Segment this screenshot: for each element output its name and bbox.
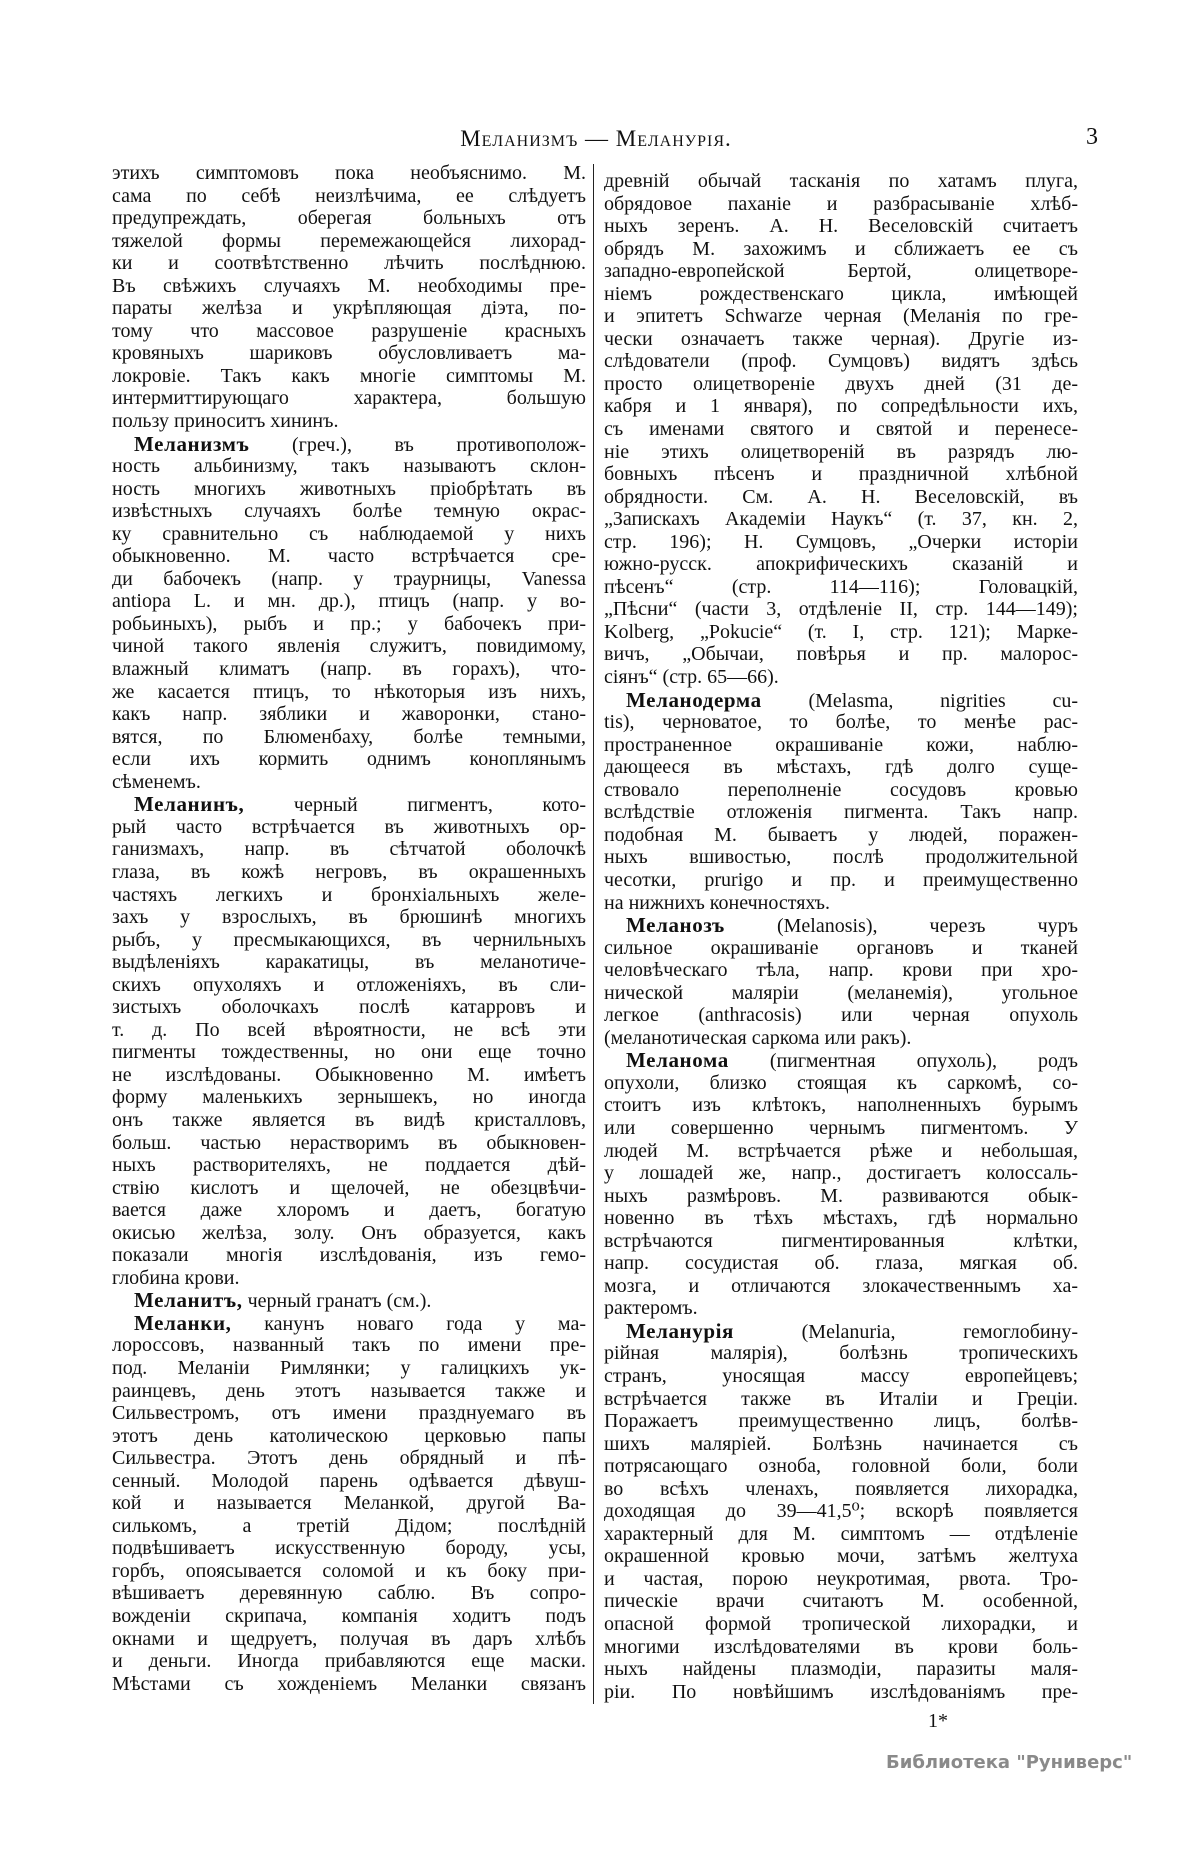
- line-text: ныхъ вшивостью, послѣ продолжительной: [604, 846, 1078, 869]
- line-text: сенный. Молодой парень одѣвается дѣвуш-: [112, 1469, 586, 1492]
- entry-headword: Меланодерма: [626, 687, 762, 712]
- text-line: [112, 681, 586, 704]
- line-text: стр. 196); Н. Сумцовъ, „Очерки исторіи: [604, 530, 1078, 553]
- line-text: ніемъ рождественскаго цикла, имѣющей: [604, 282, 1078, 305]
- line-text: пространенное окрашиваніе кожи, наблю-: [604, 733, 1078, 756]
- text-line: [604, 1658, 1078, 1681]
- text-line: [112, 500, 586, 523]
- text-line: [604, 441, 1078, 464]
- text-line: [604, 1478, 1078, 1501]
- line-text: обрядности. См. А. Н. Веселовскій, въ: [604, 485, 1078, 508]
- entry-headword: Меланизмъ: [134, 431, 250, 456]
- text-line: [604, 1027, 1078, 1050]
- line-text: Kolberg, „Pokucie“ (т. I, стр. 121); Марке-: [604, 620, 1078, 643]
- line-text: и деньги. Иногда прибавляются еще маски.: [112, 1650, 586, 1673]
- entry-4: [112, 1312, 586, 1695]
- line-text: на нижнихъ конечностяхъ.: [604, 891, 830, 914]
- text-line: [112, 1334, 586, 1357]
- line-text: робьиныхъ), рыбъ и пр.; у бабочекъ при-: [112, 612, 586, 635]
- text-line: [112, 1650, 586, 1673]
- text-line: [112, 1132, 586, 1155]
- line-text: глобина крови.: [112, 1266, 240, 1289]
- line-text: больш. частью нерастворимъ въ обыкновен-: [112, 1131, 586, 1154]
- running-title: Меланизмъ — Меланурія.: [460, 126, 732, 151]
- text-line: [112, 974, 586, 997]
- line-text: ди бабочекъ (напр. у траурницы, Vanessa: [112, 567, 586, 590]
- line-text: ствію кислотъ и щелочей, не обезцвѣчи-: [112, 1176, 586, 1199]
- continuation-paragraph: [604, 170, 1078, 689]
- line-text: влажный климатъ (напр. въ горахъ), что-: [112, 658, 586, 681]
- text-line: [112, 1199, 586, 1222]
- text-line: [112, 1041, 586, 1064]
- line-text: или совершенно чернымъ пигментомъ. У: [604, 1116, 1078, 1139]
- line-text: обыкновенно. М. часто встрѣчается сре-: [112, 545, 586, 568]
- text-line: [604, 463, 1078, 486]
- text-line: [604, 1636, 1078, 1659]
- line-text: ныхъ размѣровъ. М. развиваются обык-: [604, 1184, 1078, 1207]
- text-line: [112, 929, 586, 952]
- line-text: сіянъ“ (стр. 65—66).: [604, 666, 779, 689]
- line-text: вается даже хлоромъ и даетъ, богатую: [112, 1199, 586, 1222]
- line-text: параты желѣза и укрѣпляющая діэта, по-: [112, 297, 586, 320]
- text-line: [112, 703, 586, 726]
- text-line: [604, 508, 1078, 531]
- entry-4: [604, 1320, 1078, 1703]
- line-text: „Запискахъ Академіи Наукъ“ (т. 37, кн. 2,: [604, 508, 1078, 531]
- text-line: [604, 959, 1078, 982]
- line-text: рактеромъ.: [604, 1297, 698, 1320]
- line-text: ныхъ зеренъ. А. Н. Веселовскій считаетъ: [604, 215, 1078, 238]
- text-line: [604, 1410, 1078, 1433]
- line-text: канунъ новаго года у ма-: [231, 1312, 586, 1335]
- line-text: рыбъ, у пресмыкающихся, въ чернильныхъ: [112, 928, 586, 951]
- line-text: ность альбинизму, такъ называютъ склон-: [112, 455, 586, 478]
- text-line: [604, 1681, 1078, 1704]
- line-text: Сильвестромъ, отъ имени празднуемаго въ: [112, 1402, 586, 1425]
- text-line: [604, 260, 1078, 283]
- line-text: „Пѣсни“ (части 3, отдѣленіе II, стр. 144—149);: [604, 598, 1078, 621]
- line-text: пическіе врачи считаютъ М. особенной,: [604, 1590, 1078, 1613]
- text-line: [112, 1109, 586, 1132]
- text-line: [604, 395, 1078, 418]
- line-text: древній обычай тасканія по хатамъ плуга,: [604, 170, 1078, 192]
- text-line: [112, 1425, 586, 1448]
- entry-headword: Меланинъ,: [134, 792, 245, 817]
- text-line: [604, 937, 1078, 960]
- text-line: [112, 433, 586, 456]
- line-text: раинцевъ, день этотъ называется также и: [112, 1379, 586, 1402]
- text-line: [604, 486, 1078, 509]
- text-line: [604, 779, 1078, 802]
- text-line: [604, 1185, 1078, 1208]
- text-line: [604, 643, 1078, 666]
- line-text: ганизмахъ, напр. въ сѣтчатой оболочкѣ: [112, 838, 586, 861]
- text-line: [604, 1455, 1078, 1478]
- text-line: [112, 568, 586, 591]
- entry-2: [112, 793, 586, 1289]
- text-line: [604, 982, 1078, 1005]
- text-line: [112, 838, 586, 861]
- text-line: [112, 275, 586, 298]
- text-line: [604, 1320, 1078, 1343]
- text-line: [604, 193, 1078, 216]
- text-line: [604, 1049, 1078, 1072]
- text-line: [604, 892, 1078, 915]
- text-line: [604, 1545, 1078, 1568]
- line-text: не изслѣдованы. Обыкновенно М. имѣетъ: [112, 1063, 586, 1086]
- text-line: [112, 613, 586, 636]
- text-line: [604, 711, 1078, 734]
- line-text: черный пигментъ, кото-: [244, 794, 586, 817]
- line-text: чесотки, prurigo и пр. и преимущественно: [604, 868, 1078, 891]
- text-line: [112, 1019, 586, 1042]
- text-line: [112, 951, 586, 974]
- text-line: [604, 1568, 1078, 1591]
- text-line: [112, 1628, 586, 1651]
- text-line: [112, 771, 586, 794]
- text-line: [604, 1613, 1078, 1636]
- text-line: [604, 1388, 1078, 1411]
- page-number: 3: [1086, 124, 1098, 150]
- text-line: [604, 328, 1078, 351]
- text-line: [604, 1117, 1078, 1140]
- text-line: [604, 1275, 1078, 1298]
- entry-headword: Меланома: [626, 1048, 729, 1073]
- text-line: [604, 846, 1078, 869]
- text-line: [604, 1433, 1078, 1456]
- text-line: [604, 1162, 1078, 1185]
- line-text: Сильвестра. Этотъ день обрядный и пѣ-: [112, 1447, 586, 1470]
- text-line: [112, 1289, 586, 1312]
- line-text: окисью желѣза, золу. Онъ образуется, какъ: [112, 1221, 586, 1244]
- text-line: [604, 1004, 1078, 1027]
- line-text: сама по себѣ неизлѣчима, ее слѣдуетъ: [112, 184, 586, 207]
- line-text: пользу приноситъ хининъ.: [112, 410, 339, 433]
- line-text: tis), черноватое, то болѣе, то менѣе рас-: [604, 711, 1078, 734]
- line-text: Мѣстами съ хожденіемъ Меланки связанъ: [112, 1672, 586, 1695]
- line-text: (Melanuria, гемоглобину-: [734, 1320, 1078, 1343]
- line-text: вичъ, „Обычаи, повѣрья и пр. малорос-: [604, 643, 1078, 666]
- text-line: [112, 1515, 586, 1538]
- text-line: [604, 418, 1078, 441]
- line-text: же касается птицъ, то нѣкоторыя изъ нихъ,: [112, 680, 586, 703]
- line-text: мозга, и отличаются злокачественнымъ ха-: [604, 1274, 1078, 1297]
- text-line: [604, 1342, 1078, 1365]
- text-line: [112, 1560, 586, 1583]
- line-text: опухоли, близко стоящая къ саркомѣ, со-: [604, 1071, 1078, 1094]
- line-text: людей М. встрѣчается рѣже и небольшая,: [604, 1139, 1078, 1162]
- line-text: (Melasma, nigrities cu-: [761, 689, 1078, 712]
- entry-headword: Меланки,: [134, 1310, 232, 1335]
- line-text: кровяныхъ шариковъ обусловливаетъ ма-: [112, 342, 586, 365]
- text-line: [112, 1154, 586, 1177]
- line-text: шихъ маляріей. Болѣзнь начинается съ: [604, 1432, 1078, 1455]
- entry-headword: Меланозъ: [626, 913, 725, 938]
- line-text: нической маляріи (меланемія), угольное: [604, 981, 1078, 1004]
- text-line: [112, 658, 586, 681]
- text-line: [112, 410, 586, 433]
- line-text: выдѣленіяхъ каракатицы, въ меланотиче-: [112, 951, 586, 974]
- line-text: этихъ симптомовъ пока необъяснимо. М.: [112, 162, 586, 184]
- text-line: [112, 478, 586, 501]
- text-line: [112, 1064, 586, 1087]
- entry-1: [604, 689, 1078, 914]
- line-text: у лошадей же, напр., достигаетъ колоссаль-: [604, 1162, 1078, 1185]
- line-text: легкое (anthracosis) или черная опухоль: [604, 1004, 1078, 1027]
- line-text: ки и соотвѣтственно лѣчить послѣднюю.: [112, 252, 586, 275]
- line-text: напр. сосудистая об. глаза, мягкая об.: [604, 1252, 1078, 1275]
- line-text: интермиттирующаго характера, большую: [112, 387, 586, 410]
- text-line: [604, 756, 1078, 779]
- line-text: встрѣчается также въ Италіи и Греціи.: [604, 1387, 1078, 1410]
- line-text: сильное окрашиваніе органовъ и тканей: [604, 936, 1078, 959]
- text-line: [604, 1500, 1078, 1523]
- line-text: (пигментная опухоль), родъ: [728, 1050, 1078, 1073]
- entry-3: [112, 1289, 586, 1312]
- text-line: [604, 598, 1078, 621]
- text-line: [604, 1297, 1078, 1320]
- text-line: [112, 1267, 586, 1290]
- text-line: [112, 387, 586, 410]
- line-text: доходящая до 39—41,5⁰; вскорѣ появляется: [604, 1500, 1078, 1523]
- text-line: [112, 342, 586, 365]
- text-line: [112, 1582, 586, 1605]
- text-line: [112, 252, 586, 275]
- line-text: (меланотическая саркома или ракъ).: [604, 1026, 912, 1049]
- line-text: если ихъ кормить однимъ коноплянымъ: [112, 748, 586, 771]
- line-text: пѣсенъ“ (стр. 114—116); Головацкій,: [604, 575, 1078, 598]
- line-text: частяхъ легкихъ и бронхіальныхъ желе-: [112, 883, 586, 906]
- text-line: [604, 869, 1078, 892]
- text-line: [604, 1590, 1078, 1613]
- line-text: кабря и 1 января), по сопредѣльности ихъ,: [604, 395, 1078, 418]
- left-column: [112, 162, 586, 1695]
- text-line: [112, 726, 586, 749]
- text-line: [112, 635, 586, 658]
- text-line: [112, 1673, 586, 1696]
- line-text: подобная М. бываетъ у людей, поражен-: [604, 823, 1078, 846]
- text-line: [112, 816, 586, 839]
- line-text: человѣческаго тѣла, напр. крови при хро-: [604, 959, 1078, 982]
- text-line: [604, 1207, 1078, 1230]
- text-line: [112, 884, 586, 907]
- continuation-paragraph: [112, 162, 586, 433]
- text-line: [112, 1312, 586, 1335]
- line-text: рійная малярія), болѣзнь тропическихъ: [604, 1342, 1078, 1365]
- line-text: потрясающаго озноба, головной боли, боли: [604, 1455, 1078, 1478]
- text-line: [112, 1492, 586, 1515]
- text-line: [604, 531, 1078, 554]
- text-line: [604, 801, 1078, 824]
- line-text: форму маленькихъ зернышекъ, но иногда: [112, 1086, 586, 1109]
- line-text: глаза, въ кожѣ негровъ, въ окрашенныхъ: [112, 860, 586, 883]
- text-line: [112, 1605, 586, 1628]
- text-line: [112, 162, 586, 185]
- text-line: [112, 861, 586, 884]
- line-text: лороссовъ, названный такъ по имени пре-: [112, 1334, 586, 1357]
- text-line: [604, 914, 1078, 937]
- text-line: [604, 1523, 1078, 1546]
- line-text: вслѣдствіе отложенія пигмента. Такъ напр.: [604, 801, 1078, 824]
- line-text: чески означаетъ также черная). Другіе из-: [604, 327, 1078, 350]
- text-line: [112, 230, 586, 253]
- line-text: просто олицетвореніе двухъ дней (31 де-: [604, 372, 1078, 395]
- line-text: вѣшиваетъ деревянную саблю. Въ сопро-: [112, 1582, 586, 1605]
- line-text: ніе этихъ олицетвореній въ разрядъ лю-: [604, 440, 1078, 463]
- entry-headword: Меланурія: [626, 1318, 735, 1343]
- text-line: [604, 689, 1078, 712]
- line-text: (греч.), въ противополож-: [249, 433, 586, 456]
- line-text: онъ также является въ видѣ кристалловъ,: [112, 1108, 586, 1131]
- line-text: дающееся въ мѣстахъ, гдѣ долго суще-: [604, 756, 1078, 779]
- line-text: (Melanosis), черезъ чуръ: [724, 915, 1078, 938]
- line-text: подвѣшиваетъ искусственную бороду, усы,: [112, 1537, 586, 1560]
- line-text: западно-европейской Бертой, олицетворе-: [604, 260, 1078, 283]
- line-text: встрѣчаются пигментированныя клѣтки,: [604, 1229, 1078, 1252]
- text-line: [112, 793, 586, 816]
- text-line: [604, 1094, 1078, 1117]
- line-text: странъ, уносящая массу европейцевъ;: [604, 1364, 1078, 1387]
- text-line: [604, 350, 1078, 373]
- line-text: предупреждать, оберегая больныхъ отъ: [112, 207, 586, 230]
- text-line: [604, 666, 1078, 689]
- line-text: ныхъ найдены плазмодіи, паразиты маля-: [604, 1658, 1078, 1681]
- entry-1: [112, 433, 586, 794]
- line-text: новенно въ тѣхъ мѣстахъ, гдѣ нормально: [604, 1207, 1078, 1230]
- entry-3: [604, 1049, 1078, 1320]
- line-text: кой и называется Меланкой, другой Ва-: [112, 1492, 586, 1515]
- text-line: [112, 185, 586, 208]
- text-line: [604, 621, 1078, 644]
- line-text: захъ у взрослыхъ, въ брюшинѣ многихъ: [112, 906, 586, 929]
- line-text: ріи. По новѣйшимъ изслѣдованіямъ пре-: [604, 1680, 1078, 1703]
- text-line: [112, 545, 586, 568]
- text-line: [112, 906, 586, 929]
- line-text: бовныхъ пѣсенъ и праздничной хлѣбной: [604, 463, 1078, 486]
- entry-headword: Меланитъ,: [134, 1288, 243, 1313]
- text-line: [604, 734, 1078, 757]
- text-line: [604, 1252, 1078, 1275]
- text-line: [604, 238, 1078, 261]
- right-column: [604, 170, 1078, 1703]
- text-line: [112, 455, 586, 478]
- line-text: южно-русск. апокрифическихъ сказаній и: [604, 553, 1078, 576]
- library-watermark: Библиотека "Руниверс": [886, 1752, 1133, 1773]
- text-line: [604, 576, 1078, 599]
- line-text: и эпитетъ Schwarze черная (Меланія по гре-: [604, 305, 1078, 328]
- line-text: какъ напр. зяблики и жаворонки, стано-: [112, 703, 586, 726]
- line-text: вожденіи скрипача, компанія ходитъ подъ: [112, 1605, 586, 1627]
- line-text: Въ свѣжихъ случаяхъ М. необходимы пре-: [112, 274, 586, 297]
- line-text: ность многихъ животныхъ пріобрѣтать въ: [112, 477, 586, 500]
- line-text: обрядовое паханіе и разбрасываніе хлѣб-: [604, 192, 1078, 215]
- text-line: [112, 1380, 586, 1403]
- line-text: зистыхъ оболочкахъ послѣ катарровъ и: [112, 996, 586, 1019]
- text-line: [112, 1447, 586, 1470]
- line-text: пигменты тождественны, но они еще точно: [112, 1041, 586, 1064]
- text-line: [112, 748, 586, 771]
- line-text: многими изслѣдователями въ крови боль-: [604, 1635, 1078, 1658]
- line-text: опасной формой тропической лихорадки, и: [604, 1613, 1078, 1635]
- text-line: [604, 215, 1078, 238]
- line-text: antiopa L. и мн. др.), птицъ (напр. у во-: [112, 590, 586, 613]
- text-line: [604, 170, 1078, 193]
- text-line: [604, 283, 1078, 306]
- text-line: [112, 996, 586, 1019]
- entry-2: [604, 914, 1078, 1049]
- text-line: [604, 373, 1078, 396]
- line-text: рый часто встрѣчается въ животныхъ ор-: [112, 815, 586, 838]
- text-line: [604, 1072, 1078, 1095]
- line-text: ствовало переполненіе сосудовъ кровью: [604, 778, 1078, 801]
- line-text: Поражаетъ преимущественно лицъ, болѣв-: [604, 1410, 1078, 1433]
- line-text: т. д. По всей вѣроятности, не всѣ эти: [112, 1018, 586, 1041]
- text-line: [112, 297, 586, 320]
- text-line: [604, 824, 1078, 847]
- text-line: [112, 1244, 586, 1267]
- text-line: [112, 1537, 586, 1560]
- line-text: обрядъ М. захожимъ и сближаетъ ее съ: [604, 237, 1078, 260]
- text-line: [112, 523, 586, 546]
- line-text: черный гранатъ (см.).: [242, 1290, 432, 1313]
- text-line: [112, 1177, 586, 1200]
- line-text: горбъ, опоясывается соломой и къ боку при-: [112, 1559, 586, 1582]
- line-text: ку сравнительно съ наблюдаемой у нихъ: [112, 522, 586, 545]
- text-line: [112, 1357, 586, 1380]
- line-text: во всѣхъ членахъ, появляется лихорадка,: [604, 1477, 1078, 1500]
- line-text: показали многія изслѣдованія, изъ гемо-: [112, 1244, 586, 1267]
- text-line: [112, 1470, 586, 1493]
- line-text: и частая, порою неукротимая, рвота. Тро-: [604, 1567, 1078, 1590]
- line-text: этотъ день католическою церковью папы: [112, 1424, 586, 1447]
- line-text: тому что массовое разрушеніе красныхъ: [112, 319, 586, 342]
- line-text: окнами и щедруетъ, получая въ даръ хлѣбъ: [112, 1627, 586, 1650]
- text-line: [112, 320, 586, 343]
- line-text: стоитъ изъ клѣтокъ, наполненныхъ бурымъ: [604, 1094, 1078, 1117]
- line-text: силькомъ, а третій Дідом; послѣдній: [112, 1514, 586, 1537]
- text-line: [604, 553, 1078, 576]
- line-text: сѣменемъ.: [112, 770, 201, 793]
- column-divider: [593, 164, 594, 1704]
- text-line: [112, 1222, 586, 1245]
- text-line: [112, 365, 586, 388]
- signature-mark: 1*: [928, 1710, 948, 1732]
- line-text: ныхъ растворителяхъ, не поддается дѣй-: [112, 1154, 586, 1177]
- text-line: [604, 1365, 1078, 1388]
- line-text: извѣстныхъ случаяхъ болѣе темную окрас-: [112, 500, 586, 523]
- text-line: [112, 207, 586, 230]
- text-line: [112, 590, 586, 613]
- line-text: чиной такого явленія служитъ, повидимому,: [112, 635, 586, 658]
- line-text: характерный для М. симптомъ — отдѣленіе: [604, 1522, 1078, 1545]
- line-text: локровіе. Такъ какъ многіе симптомы М.: [112, 364, 586, 387]
- line-text: под. Меланіи Римлянки; у галицкихъ ук-: [112, 1356, 586, 1379]
- line-text: тяжелой формы перемежающейся лихорад-: [112, 229, 586, 252]
- text-line: [604, 1140, 1078, 1163]
- text-line: [112, 1086, 586, 1109]
- line-text: съ именами святого и святой и перенесе-: [604, 418, 1078, 441]
- line-text: окрашенной кровью мочи, затѣмъ желтуха: [604, 1545, 1078, 1568]
- text-line: [112, 1402, 586, 1425]
- text-line: [604, 305, 1078, 328]
- text-line: [604, 1230, 1078, 1253]
- line-text: слѣдователи (проф. Сумцовъ) видятъ здѣсь: [604, 350, 1078, 373]
- line-text: скихъ опухоляхъ и отложеніяхъ, въ сли-: [112, 973, 586, 996]
- line-text: вятся, по Блюменбаху, болѣе темными,: [112, 725, 586, 748]
